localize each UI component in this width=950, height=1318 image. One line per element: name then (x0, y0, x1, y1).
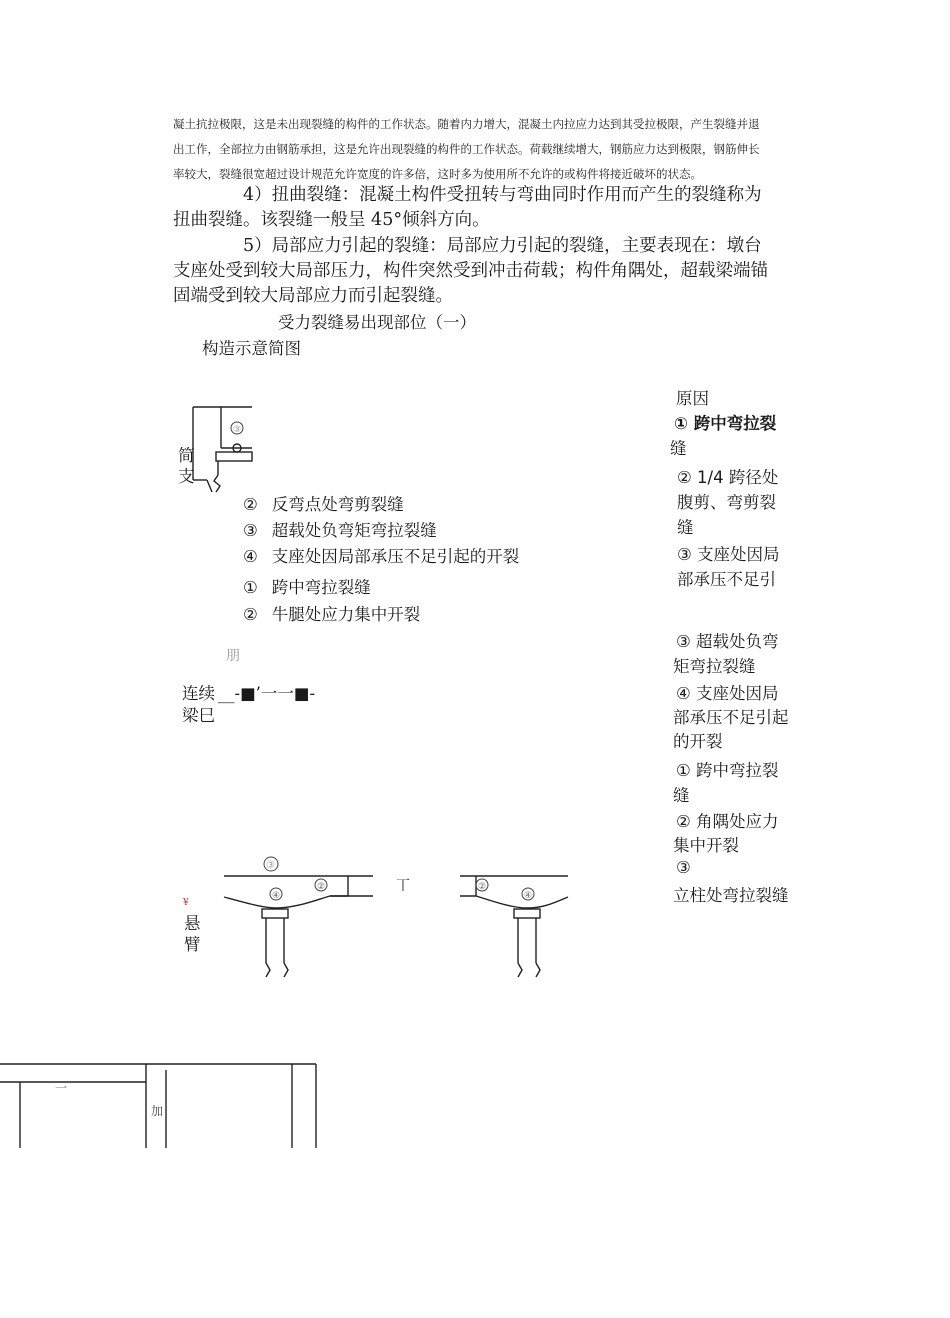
circle-mark-2b: ② (478, 882, 487, 892)
reason-1-line-1: ① 跨中弯拉裂 (674, 414, 777, 433)
item5-line-2: 支座处受到较大局部压力，构件突然受到冲击荷载；构件角隅处，超载梁端锚 (173, 261, 768, 281)
column-header-structure: 构造示意简图 (202, 339, 301, 358)
column-header-reason: 原因 (676, 389, 709, 408)
paragraph-line-3: 率较大，裂缝很宽超过设计规范允许宽度的许多倍，这时多为使用所不允许的或构件将接近破坏的状态。 (173, 167, 702, 181)
circle-mark-4b: ④ (524, 891, 533, 901)
label-continuous-1: 连续 (182, 684, 215, 703)
cantilever-diagram-right (460, 876, 568, 977)
reason-6-line-1: ① 跨中弯拉裂 (676, 761, 779, 780)
reason-7-line-1: ② 角隅处应力 (676, 812, 779, 831)
reason-2-line-3: 缝 (677, 518, 694, 537)
reason-5-line-1: ④ 支座处因局 (676, 684, 779, 703)
item4-line-1: 4）扭曲裂缝：混凝土构件受扭转与弯曲同时作用而产生的裂缝称为 (243, 185, 762, 205)
circle-mark-4: ④ (272, 891, 281, 901)
label-cantilever-2: 臂 (184, 935, 201, 954)
label-simple-2: 支 (178, 467, 195, 486)
label-simple-1: 简 (178, 446, 195, 465)
reason-5-line-2: 部承压不足引起 (673, 708, 789, 727)
reason-8-line-1: ③ (676, 858, 691, 877)
item5-line-1: 5）局部应力引起的裂缝：局部应力引起的裂缝，主要表现在：墩台 (243, 236, 762, 256)
reason-2-line-2: 腹剪、弯剪裂 (677, 493, 776, 512)
reason-6-line-2: 缝 (673, 786, 690, 805)
label-continuous-2: 梁巳 (182, 706, 215, 725)
reason-2-line-1: ② 1/4 跨径处 (677, 468, 779, 487)
list-item: ③ 超载处负弯矩弯拉裂缝 (243, 521, 437, 540)
list-item: ① 跨中弯拉裂缝 (243, 578, 371, 597)
bottom-table-jia: 加 (151, 1104, 164, 1118)
table-title: 受力裂缝易出现部位（一） (278, 313, 476, 332)
reason-4-line-2: 矩弯拉裂缝 (673, 657, 756, 676)
circle-mark-2: ② (317, 882, 326, 892)
reason-4-line-1: ③ 超载处负弯 (676, 632, 779, 651)
bottom-table-dash: 一 (55, 1081, 68, 1095)
reason-5-line-3: 的开裂 (673, 732, 723, 751)
list-item: ② 牛腿处应力集中开裂 (243, 605, 421, 624)
cantilever-diagram-left (224, 857, 373, 977)
faint-mark: 朋 (226, 648, 240, 664)
circle-mark-3: ③ (233, 425, 242, 435)
item4-line-2: 扭曲裂缝。该裂缝一般呈 45°倾斜方向。 (173, 210, 490, 230)
item5-line-3: 固端受到较大局部应力而引起裂缝。 (173, 286, 453, 306)
reason-3-line-1: ③ 支座处因局 (677, 545, 780, 564)
circle-mark-3b: ③ (266, 860, 275, 871)
list-item: ② 反弯点处弯剪裂缝 (243, 495, 404, 514)
reason-7-line-2: 集中开裂 (673, 836, 739, 855)
reason-3-line-2: 部承压不足引 (677, 570, 776, 589)
label-cantilever-1: 悬 (184, 914, 201, 933)
list-item: ④ 支座处因局部承压不足引起的开裂 (243, 547, 520, 566)
continuous-symbols: __-■’一一■- (218, 684, 316, 703)
paragraph-line-2: 出工作，全部拉力由钢筋承担，这是允许出现裂缝的构件的工作状态。荷载继续增大，钢筋应力达到极限，钢筋伸长 (173, 142, 760, 156)
reason-8-line-2: 立柱处弯拉裂缝 (673, 886, 789, 905)
reason-1-line-2: 缝 (670, 439, 687, 458)
cantilever-mark: ¥ (183, 898, 189, 908)
middle-mark: 丅 (396, 878, 410, 894)
paragraph-line-1: 凝土抗拉极限，这是未出现裂缝的构件的工作状态。随着内力增大，混凝土内拉应力达到其受拉极限，产生裂缝并退 (173, 117, 760, 131)
simple-support-diagram (193, 407, 252, 492)
